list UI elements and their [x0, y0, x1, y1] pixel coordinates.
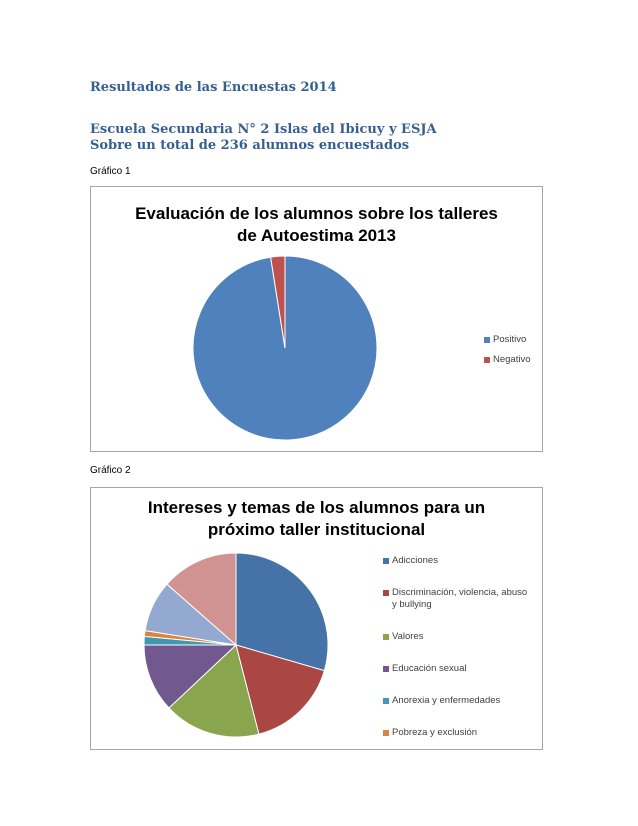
chart2-legend-swatch-4: [383, 698, 389, 704]
chart2-legend-label-5: [392, 727, 477, 739]
chart2-legend-swatch-5: [383, 730, 389, 736]
chart2-title-line1: Intereses y temas de los alumnos para un: [147, 498, 486, 517]
chart2-title-line2: próximo taller institucional: [207, 520, 426, 539]
chart1-legend-swatch-0: [484, 337, 490, 343]
chart1-legend-label-1: [493, 354, 531, 366]
chart1-legend-label-0-line-0: Positivo: [493, 334, 527, 345]
chart2-legend-label-2-line-0: Valores: [392, 631, 424, 642]
chart1-legend-swatch-1: [484, 357, 490, 363]
chart2-legend-label-5-line-0: Pobreza y exclusión: [392, 727, 478, 738]
chart2-legend-label-0: [392, 555, 438, 567]
chart2-caption: Gráfico 2: [90, 465, 131, 476]
chart1-title-line2: de Autoestima 2013: [236, 226, 397, 245]
chart2-legend-swatch-0: [383, 558, 389, 564]
chart2-legend-label-1-line-1: y bullying: [392, 599, 432, 610]
chart2-legend-label-3-line-0: Educación sexual: [392, 663, 467, 674]
school-name: Escuela Secundaria N° 2 Islas del Ibicuy y ESJA: [90, 122, 437, 137]
chart2-legend-label-1-line-0: Discriminación, violencia, abuso: [392, 587, 528, 598]
chart1-container: [90, 186, 543, 452]
chart2-legend-swatch-2: [383, 634, 389, 640]
chart2-legend-label-1: [392, 587, 527, 611]
chart2-pie: [91, 488, 542, 749]
chart1-pie: [91, 187, 542, 451]
chart2-legend-swatch-1: [383, 590, 389, 596]
chart2-container: [90, 487, 543, 750]
report-title: Resultados de las Encuestas 2014: [90, 80, 337, 95]
chart2-legend-label-0-line-0: Adicciones: [392, 555, 438, 566]
chart2-legend-label-4: [392, 695, 500, 707]
chart1-legend-label-1-line-0: Negativo: [493, 354, 531, 365]
chart2-legend-swatch-3: [383, 666, 389, 672]
chart1-legend-label-0: [493, 334, 526, 346]
chart1-title-line1: Evaluación de los alumnos sobre los talleres: [135, 204, 498, 223]
chart2-legend-label-3: [392, 663, 466, 675]
chart1-caption: Gráfico 1: [90, 166, 131, 177]
chart2-legend-label-2: [392, 631, 424, 643]
chart2-legend-label-4-line-0: Anorexia y enfermedades: [392, 695, 501, 706]
survey-total: Sobre un total de 236 alumnos encuestados: [90, 138, 410, 153]
